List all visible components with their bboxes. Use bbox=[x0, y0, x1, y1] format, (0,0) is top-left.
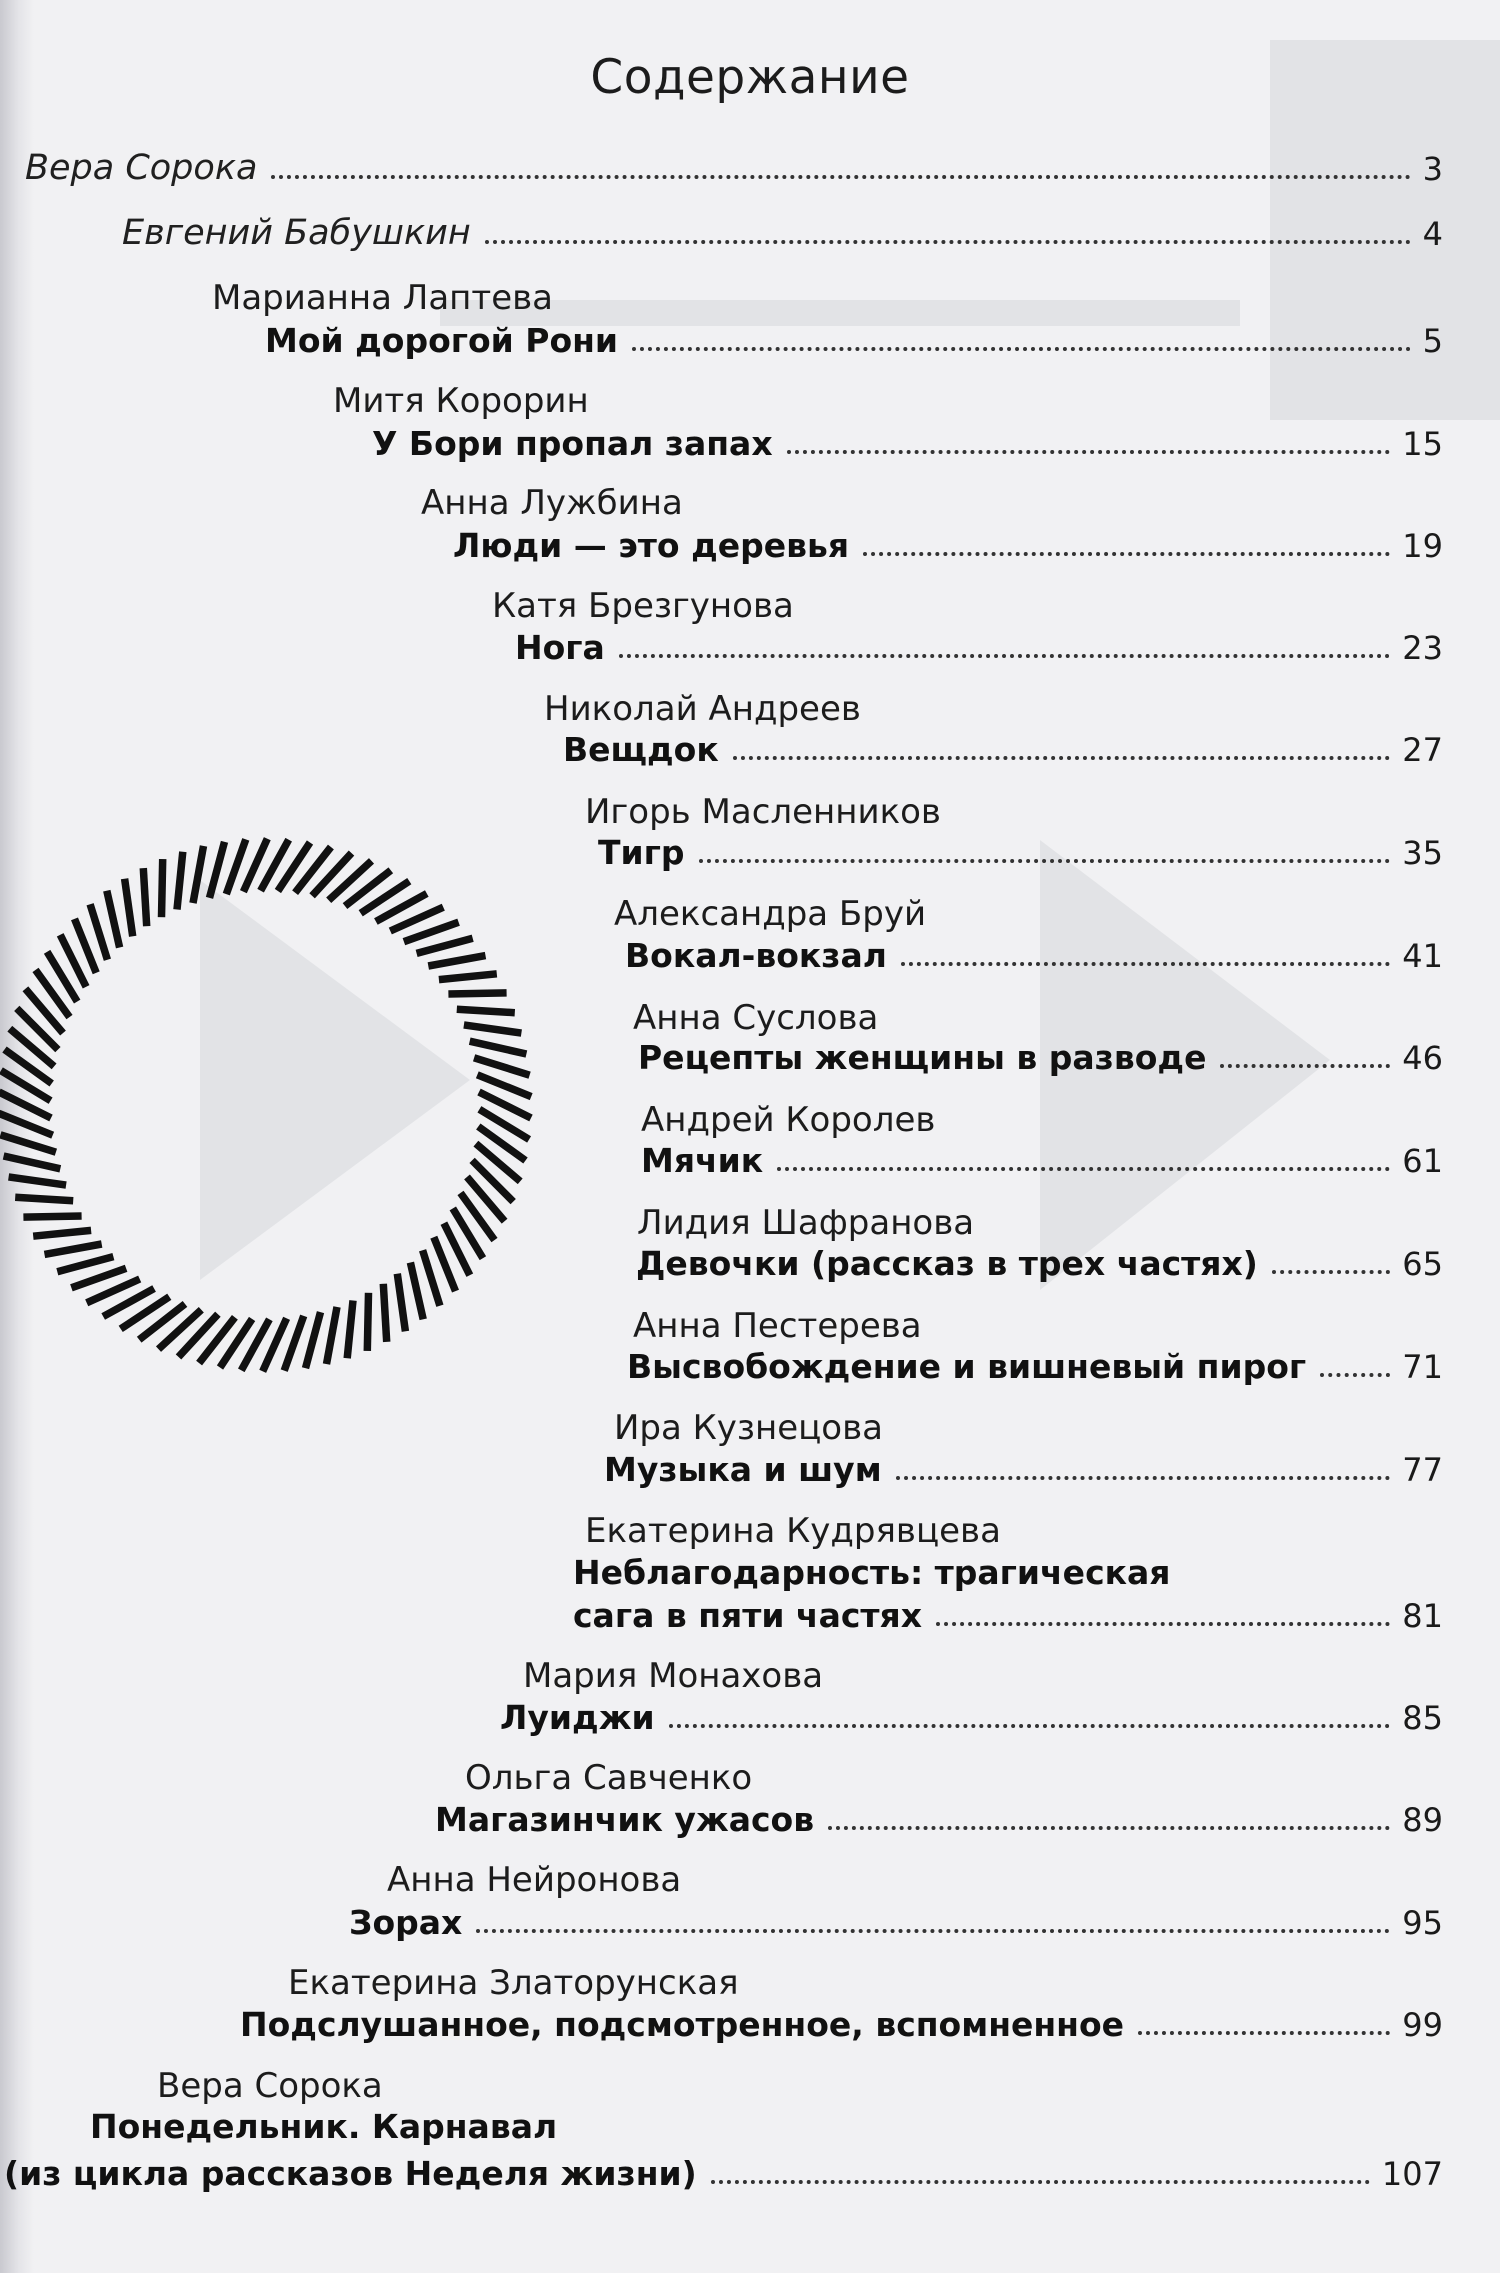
toc-entry-link[interactable] bbox=[604, 1439, 1443, 1489]
page-number: 41 bbox=[1402, 937, 1443, 975]
toc-entry-link[interactable] bbox=[349, 1892, 1443, 1942]
page-number: 5 bbox=[1422, 322, 1443, 360]
entry-author: Марианна Лаптева bbox=[212, 278, 554, 318]
toc-entry-link[interactable] bbox=[25, 138, 1443, 188]
dot-leader bbox=[828, 1826, 1390, 1830]
page-number: 19 bbox=[1402, 527, 1443, 565]
dot-leader bbox=[1138, 2031, 1390, 2035]
toc-entry-link[interactable] bbox=[435, 1789, 1443, 1839]
dot-leader bbox=[901, 962, 1390, 966]
dot-leader bbox=[787, 450, 1391, 454]
entry-title: Вера Сорока bbox=[25, 148, 258, 188]
page-number: 89 bbox=[1402, 1801, 1443, 1839]
page-number: 85 bbox=[1402, 1699, 1443, 1737]
dot-leader bbox=[619, 654, 1390, 658]
ring-stripe bbox=[448, 993, 506, 994]
ring-stripe bbox=[457, 1009, 515, 1013]
dot-leader bbox=[733, 756, 1391, 760]
entry-title: Рецепты женщины в разводе bbox=[638, 1038, 1207, 1077]
dot-leader bbox=[485, 240, 1411, 244]
page-number: 99 bbox=[1402, 2006, 1443, 2044]
page-number: 27 bbox=[1402, 731, 1443, 769]
entry-title: Зорах bbox=[349, 1903, 463, 1942]
ring-stripe bbox=[410, 1263, 423, 1320]
entry-author: Ольга Савченко bbox=[465, 1758, 753, 1798]
page-number: 61 bbox=[1402, 1142, 1443, 1180]
page-number: 46 bbox=[1402, 1039, 1443, 1077]
dot-leader bbox=[936, 1622, 1390, 1626]
ring-stripe bbox=[397, 1274, 405, 1332]
ring-stripe bbox=[33, 1230, 91, 1236]
ring-stripe bbox=[45, 1244, 102, 1254]
toc-entry-link[interactable] bbox=[627, 1336, 1443, 1386]
dot-leader bbox=[476, 1929, 1390, 1933]
ring-stripe bbox=[464, 1025, 522, 1033]
dot-leader bbox=[669, 1724, 1391, 1728]
entry-author: Екатерина Златорунская bbox=[288, 1963, 739, 2003]
ring-stripe bbox=[125, 879, 133, 937]
toc-entry-link[interactable] bbox=[500, 1687, 1443, 1737]
ring-stripe bbox=[193, 846, 204, 903]
toc-entry-link[interactable] bbox=[641, 1130, 1443, 1180]
page-number: 3 bbox=[1422, 150, 1443, 188]
ring-stripe bbox=[107, 891, 120, 948]
ring-stripe bbox=[306, 1312, 321, 1368]
ring-stripe bbox=[143, 868, 146, 926]
ring-stripe bbox=[9, 1177, 67, 1185]
toc-entry-link[interactable] bbox=[625, 925, 1443, 975]
entry-title: Девочки (рассказ в трех частях) bbox=[636, 1244, 1258, 1283]
ring-stripe bbox=[439, 974, 497, 980]
dot-leader bbox=[1272, 1270, 1390, 1274]
ring-stripe bbox=[347, 1301, 353, 1359]
entry-title: Тигр bbox=[598, 833, 685, 872]
entry-title: Мой дорогой Рони bbox=[265, 321, 619, 360]
entry-title: сага в пяти частях bbox=[573, 1596, 923, 1635]
entry-author: Анна Лужбина bbox=[421, 483, 683, 523]
dot-leader bbox=[271, 175, 1410, 179]
ring-stripe bbox=[15, 1197, 73, 1201]
entry-title-line: Понедельник. Карнавал bbox=[90, 2107, 558, 2146]
entry-title: Подслушанное, подсмотренное, вспомненное bbox=[240, 2005, 1125, 2044]
toc-entry-link[interactable] bbox=[636, 1233, 1443, 1283]
ring-stripe bbox=[474, 1058, 529, 1075]
toc-entry-link[interactable] bbox=[573, 1585, 1443, 1635]
dot-leader bbox=[699, 859, 1391, 863]
toc-entry-link[interactable] bbox=[122, 203, 1443, 253]
entry-title: Высвобождение и вишневый пирог bbox=[627, 1347, 1307, 1386]
entry-title: Вокал-вокзал bbox=[625, 936, 887, 975]
dot-leader bbox=[777, 1167, 1390, 1171]
ring-stripe bbox=[367, 1293, 368, 1351]
toc-entry-link[interactable] bbox=[453, 515, 1443, 565]
toc-entry-link[interactable] bbox=[4, 2143, 1443, 2193]
ring-stripe bbox=[470, 1041, 527, 1054]
ring-stripe bbox=[23, 1216, 81, 1217]
entry-title: У Бори пропал запах bbox=[372, 424, 773, 463]
entry-title: Вещдок bbox=[563, 730, 719, 769]
entry-title: Магазинчик ужасов bbox=[435, 1800, 815, 1839]
page-number: 71 bbox=[1402, 1348, 1443, 1386]
entry-author: Анна Пестерева bbox=[633, 1306, 922, 1346]
toc-entry-link[interactable] bbox=[598, 822, 1443, 872]
toc-entry-link[interactable] bbox=[240, 1994, 1443, 2044]
ring-stripe bbox=[210, 842, 225, 898]
ring-stripe bbox=[383, 1284, 386, 1342]
entry-author: Андрей Королев bbox=[641, 1100, 936, 1140]
entry-author: Катя Брезгунова bbox=[492, 586, 794, 626]
page-number: 4 bbox=[1422, 215, 1443, 253]
entry-title-line: Неблагодарность: трагическая bbox=[573, 1553, 1171, 1592]
entry-title: Евгений Бабушкин bbox=[122, 213, 471, 253]
ring-stripe bbox=[90, 904, 107, 960]
entry-author: Александра Бруй bbox=[614, 894, 927, 934]
ring-stripe bbox=[417, 938, 473, 953]
entry-title: Люди — это деревья bbox=[453, 526, 850, 565]
ring-stripe bbox=[327, 1307, 338, 1364]
entry-title: Мячик bbox=[641, 1141, 764, 1180]
entry-author: Екатерина Кудрявцева bbox=[585, 1511, 1001, 1551]
toc-entry-link[interactable] bbox=[563, 719, 1443, 769]
page-title: Содержание bbox=[590, 50, 910, 105]
toc-entry-link[interactable] bbox=[515, 617, 1443, 667]
ring-stripe bbox=[428, 956, 485, 966]
page-number: 23 bbox=[1402, 629, 1443, 667]
dot-leader bbox=[863, 552, 1390, 556]
entry-title: Луиджи bbox=[500, 1698, 655, 1737]
dot-leader bbox=[711, 2180, 1370, 2184]
ring-stripe bbox=[57, 1257, 113, 1272]
ring-stripe bbox=[0, 1135, 56, 1152]
dot-leader bbox=[632, 347, 1411, 351]
toc-entry-link[interactable] bbox=[372, 413, 1443, 463]
dot-leader bbox=[1320, 1373, 1390, 1377]
entry-author: Анна Нейронова bbox=[387, 1860, 682, 1900]
entry-author: Ира Кузнецова bbox=[614, 1408, 883, 1448]
page-number: 15 bbox=[1402, 425, 1443, 463]
entry-title: (из цикла рассказов Неделя жизни) bbox=[4, 2154, 697, 2193]
entry-title: Музыка и шум bbox=[604, 1450, 882, 1489]
page-number: 81 bbox=[1402, 1597, 1443, 1635]
page-number: 35 bbox=[1402, 834, 1443, 872]
toc-entry-link[interactable] bbox=[265, 310, 1443, 360]
entry-title: Нога bbox=[515, 628, 605, 667]
entry-author: Николай Андреев bbox=[544, 689, 861, 729]
entry-author: Митя Корорин bbox=[333, 381, 589, 421]
ring-stripe bbox=[162, 859, 163, 917]
entry-author: Лидия Шафранова bbox=[637, 1203, 975, 1243]
ring-stripe bbox=[4, 1156, 61, 1169]
dot-leader bbox=[1220, 1064, 1390, 1068]
page-number: 65 bbox=[1402, 1245, 1443, 1283]
page-number: 107 bbox=[1381, 2155, 1443, 2193]
entry-author: Мария Монахова bbox=[523, 1656, 824, 1696]
toc-entry-link[interactable] bbox=[638, 1027, 1443, 1077]
ring-stripe bbox=[177, 852, 183, 910]
entry-author: Вера Сорока bbox=[157, 2066, 383, 2106]
page-number: 95 bbox=[1402, 1904, 1443, 1942]
entry-author: Анна Суслова bbox=[633, 998, 879, 1038]
page-number: 77 bbox=[1402, 1451, 1443, 1489]
ring-stripe bbox=[423, 1250, 440, 1306]
dot-leader bbox=[896, 1476, 1391, 1480]
entry-author: Игорь Масленников bbox=[585, 792, 941, 832]
